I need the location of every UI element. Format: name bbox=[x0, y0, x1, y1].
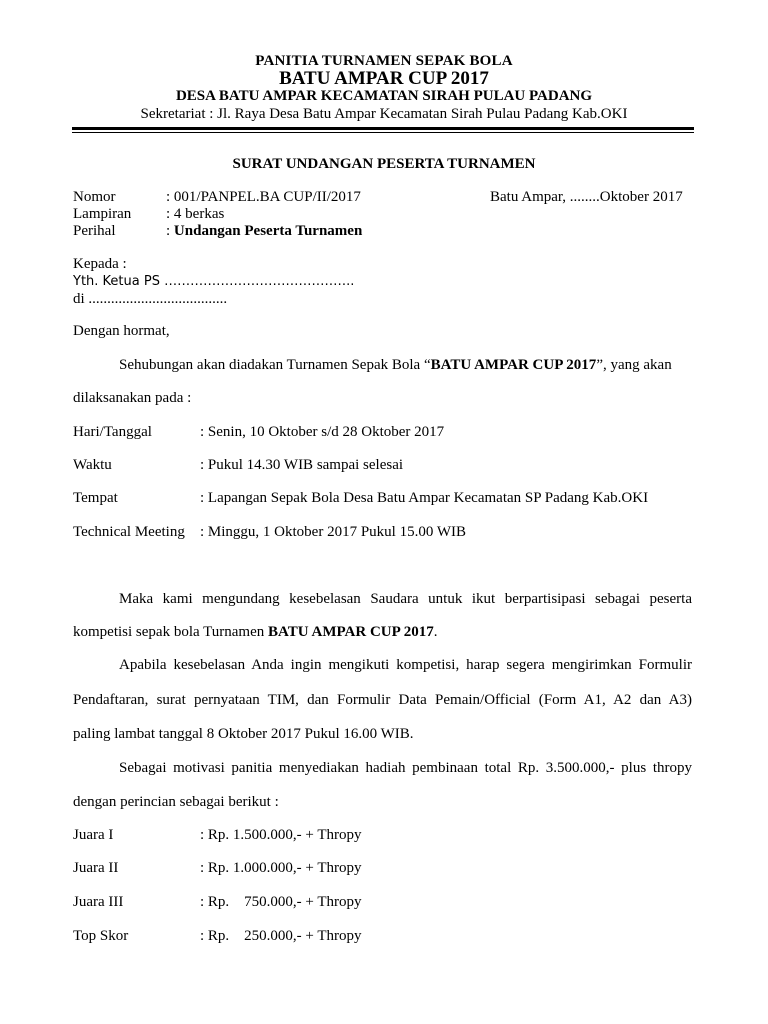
lampiran-label: Lampiran bbox=[73, 206, 132, 222]
perihal-label: Perihal bbox=[73, 223, 116, 239]
schedule-value: : Lapangan Sepak Bola Desa Batu Ampar Kecamatan SP Padang Kab.OKI bbox=[200, 490, 649, 506]
letterhead-org: PANITIA TURNAMEN SEPAK BOLA bbox=[255, 53, 513, 69]
paragraph-2-line-2: kompetisi sepak bola Turnamen BATU AMPAR CUP 2017. bbox=[73, 624, 438, 640]
letterhead-divider-thin bbox=[72, 132, 694, 133]
letterhead-secretariat: Sekretariat : Jl. Raya Desa Batu Ampar Kecamatan Sirah Pulau Padang Kab.OKI bbox=[140, 106, 628, 122]
lampiran-value: : 4 berkas bbox=[166, 206, 225, 222]
letterhead-event: BATU AMPAR CUP 2017 bbox=[279, 68, 489, 89]
prize-label: Juara III bbox=[73, 894, 124, 910]
letterhead-location: DESA BATU AMPAR KECAMATAN SIRAH PULAU PADANG bbox=[175, 88, 593, 104]
prize-label: Juara II bbox=[73, 860, 119, 876]
schedule-label: Hari/Tanggal bbox=[73, 424, 152, 440]
letterhead-divider-thick bbox=[72, 127, 694, 130]
salutation: Dengan hormat, bbox=[73, 323, 170, 339]
recipient-name: Yth. Ketua PS …………………………………….. bbox=[73, 274, 355, 289]
prize-label: Top Skor bbox=[73, 928, 129, 944]
schedule-label: Waktu bbox=[73, 457, 112, 473]
perihal-value: : Undangan Peserta Turnamen bbox=[166, 223, 363, 239]
letter-date: Batu Ampar, ........Oktober 2017 bbox=[490, 189, 683, 205]
prize-label: Juara I bbox=[73, 827, 114, 843]
prize-value: : Rp. 1.000.000,- + Thropy bbox=[200, 860, 362, 876]
recipient-address: di ..................................... bbox=[73, 291, 228, 307]
kepada-label: Kepada : bbox=[73, 256, 127, 272]
paragraph-1-line-2: dilaksanakan pada : bbox=[73, 390, 192, 406]
paragraph-3-line-1: Apabila kesebelasan Anda ingin mengikuti kompetisi, harap segera mengirimkan Formulir bbox=[119, 657, 692, 673]
schedule-label: Tempat bbox=[73, 490, 118, 506]
document-title: SURAT UNDANGAN PESERTA TURNAMEN bbox=[232, 156, 536, 172]
paragraph-4-line-2: dengan perincian sebagai berikut : bbox=[73, 794, 279, 810]
prize-value: : Rp. 1.500.000,- + Thropy bbox=[200, 827, 362, 843]
paragraph-4-line-1: Sebagai motivasi panitia menyediakan hadiah pembinaan total Rp. 3.500.000,- plus thropy bbox=[119, 760, 692, 776]
prize-value: : Rp. 250.000,- + Thropy bbox=[200, 928, 362, 944]
schedule-value: : Minggu, 1 Oktober 2017 Pukul 15.00 WIB bbox=[200, 524, 466, 540]
paragraph-3-line-2: Pendaftaran, surat pernyataan TIM, dan Formulir Data Pemain/Official (Form A1, A2 dan A3) bbox=[73, 692, 692, 708]
schedule-label: Technical Meeting bbox=[73, 524, 185, 540]
prize-value: : Rp. 750.000,- + Thropy bbox=[200, 894, 362, 910]
paragraph-3-line-3: paling lambat tanggal 8 Oktober 2017 Pukul 16.00 WIB. bbox=[73, 726, 414, 742]
paragraph-1-line-1: Sehubungan akan diadakan Turnamen Sepak Bola “BATU AMPAR CUP 2017”, yang akan bbox=[119, 357, 672, 373]
nomor-value: : 001/PANPEL.BA CUP/II/2017 bbox=[166, 189, 361, 205]
paragraph-2-line-1: Maka kami mengundang kesebelasan Saudara untuk ikut berpartisipasi sebagai peserta bbox=[119, 591, 692, 607]
nomor-label: Nomor bbox=[73, 189, 116, 205]
schedule-value: : Senin, 10 Oktober s/d 28 Oktober 2017 bbox=[200, 424, 445, 440]
schedule-value: : Pukul 14.30 WIB sampai selesai bbox=[200, 457, 404, 473]
